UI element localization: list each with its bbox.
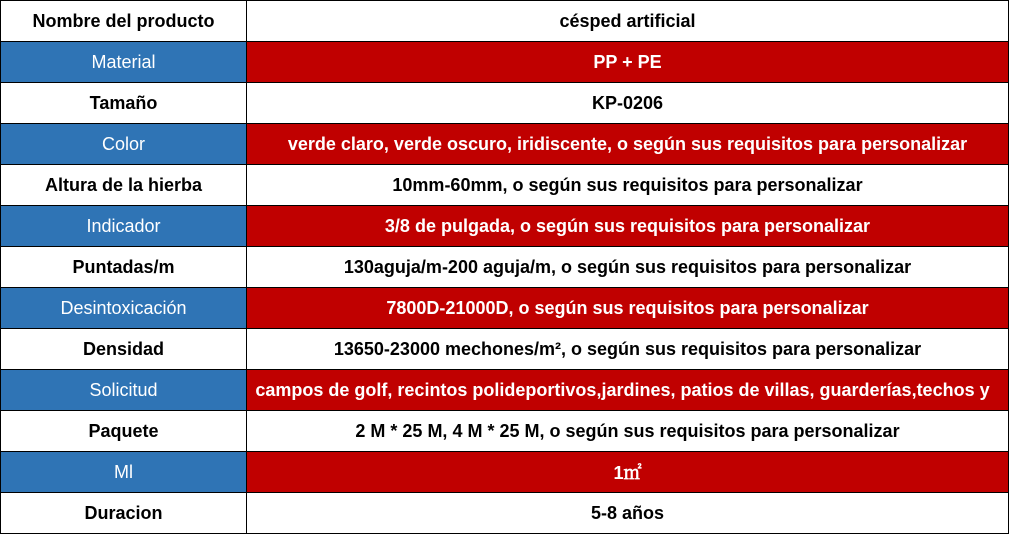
spec-label: Tamaño <box>1 83 247 124</box>
spec-value: 130aguja/m-200 aguja/m, o según sus requisitos para personalizar <box>247 247 1009 288</box>
spec-row-moq <box>1 452 1009 493</box>
spec-value: 10mm-60mm, o según sus requisitos para personalizar <box>247 165 1009 206</box>
spec-row-dtex <box>1 288 1009 329</box>
spec-value: 5-8 años <box>247 493 1009 534</box>
spec-row-grass-height <box>1 165 1009 206</box>
spec-label: Ml <box>1 452 247 493</box>
spec-label: Desintoxicación <box>1 288 247 329</box>
spec-row-product-name <box>1 1 1009 42</box>
spec-value: 3/8 de pulgada, o según sus requisitos para personalizar <box>247 206 1009 247</box>
spec-label: Duracion <box>1 493 247 534</box>
spec-value: 1㎡ <box>247 452 1009 493</box>
spec-value: verde claro, verde oscuro, iridiscente, o según sus requisitos para personalizar <box>247 124 1009 165</box>
spec-label: Solicitud <box>1 370 247 411</box>
spec-label: Indicador <box>1 206 247 247</box>
spec-row-size <box>1 83 1009 124</box>
spec-row-gauge <box>1 206 1009 247</box>
spec-label: Material <box>1 42 247 83</box>
spec-row-material <box>1 42 1009 83</box>
spec-label: Puntadas/m <box>1 247 247 288</box>
spec-value <box>247 370 1009 411</box>
spec-value: 7800D-21000D, o según sus requisitos para personalizar <box>247 288 1009 329</box>
spec-value: 2 M * 25 M, 4 M * 25 M, o según sus requisitos para personalizar <box>247 411 1009 452</box>
spec-row-stitches <box>1 247 1009 288</box>
spec-row-application <box>1 370 1009 411</box>
spec-value: césped artificial <box>247 1 1009 42</box>
spec-label: Densidad <box>1 329 247 370</box>
spec-label: Nombre del producto <box>1 1 247 42</box>
spec-label: Paquete <box>1 411 247 452</box>
spec-value: 13650-23000 mechones/m², o según sus requisitos para personalizar <box>247 329 1009 370</box>
spec-value: KP-0206 <box>247 83 1009 124</box>
spec-row-color <box>1 124 1009 165</box>
spec-value: PP + PE <box>247 42 1009 83</box>
spec-value-text: campos de golf, recintos polideportivos,jardines, patios de villas, guarderías,techos y <box>255 379 990 400</box>
spec-row-durability <box>1 493 1009 534</box>
spec-row-density <box>1 329 1009 370</box>
spec-label: Color <box>1 124 247 165</box>
spec-label: Altura de la hierba <box>1 165 247 206</box>
spec-row-package <box>1 411 1009 452</box>
